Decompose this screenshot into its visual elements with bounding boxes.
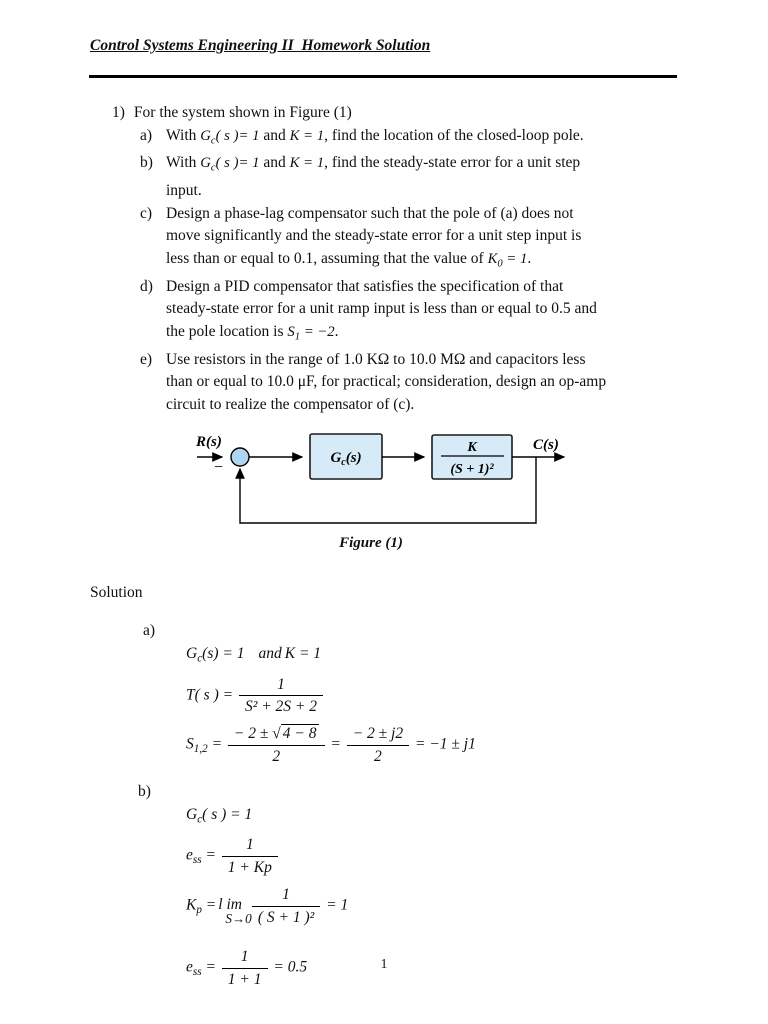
k0-subscript: 0 xyxy=(497,258,503,270)
r-of-s-label: R(s) xyxy=(196,434,222,451)
solution-a-label: a) xyxy=(143,622,156,640)
page-number: 1 xyxy=(380,956,388,971)
radicand: 4 − 8 xyxy=(282,725,317,743)
kp-subscript: p xyxy=(196,904,202,916)
item-a-text xyxy=(166,125,768,153)
gc-symbol: G xyxy=(186,805,198,823)
k-math: K = 1 xyxy=(289,127,325,144)
problem-item-a xyxy=(140,125,768,153)
gc-subscript: c xyxy=(197,813,203,826)
num-pre: − 2 ± xyxy=(233,725,273,743)
ess-fraction xyxy=(222,835,278,877)
item-b-label: b) xyxy=(140,154,153,172)
ess-fraction-den: 1 + Kp xyxy=(227,859,272,877)
solution-a-line1 xyxy=(186,644,768,669)
ess-fraction-num: 1 xyxy=(222,835,278,857)
equals: = xyxy=(211,735,223,753)
c-of-s-label: C(s) xyxy=(533,437,559,454)
solution-a-line2 xyxy=(186,673,768,719)
equals: = xyxy=(205,896,217,914)
item-c-line2: move significantly and the steady-state error for a unit step input is xyxy=(166,227,582,245)
item-d-line1: Design a PID compensator that satisfies the specification of that xyxy=(166,277,564,295)
double-rule xyxy=(89,75,677,78)
item-b-mid: and xyxy=(259,154,290,172)
summing-junction xyxy=(231,448,249,466)
t-fraction-den: S² + 2S + 2 xyxy=(244,698,318,716)
gc-subscript: c xyxy=(210,162,216,174)
k0-tail: = 1 xyxy=(502,250,528,267)
s1-subscript: 1 xyxy=(294,331,301,343)
document-title: Control Systems Engineering II Homework Solution xyxy=(90,37,431,54)
gc-tail: ( s ) = 1 xyxy=(202,805,253,823)
kp-fraction-num: 1 xyxy=(252,885,320,907)
problem-item-e xyxy=(140,349,768,417)
quadratic-den-1: 2 xyxy=(272,748,281,766)
minus-sign: − xyxy=(214,459,224,477)
lim-word: l im xyxy=(218,896,242,914)
item-d-label: d) xyxy=(140,277,153,295)
quadratic-fraction-1 xyxy=(228,724,325,766)
gc-subscript: c xyxy=(197,652,203,665)
ess-symbol: e xyxy=(186,958,193,976)
gc-math xyxy=(200,128,259,144)
t-of-s-lhs: T( s ) = xyxy=(186,686,234,703)
equals: = xyxy=(330,735,341,753)
t-fraction xyxy=(239,675,323,717)
block-diagram xyxy=(0,420,768,532)
quadratic-den-2: 2 xyxy=(374,748,382,766)
ess-subscript: ss xyxy=(192,854,202,867)
gc-tail: ( s )= 1 xyxy=(215,155,260,172)
k0-math xyxy=(487,250,528,270)
item-a-mid: and xyxy=(259,126,290,144)
solution-b-line1 xyxy=(186,805,768,830)
problem-item-d xyxy=(140,276,768,349)
solution-a-line3 xyxy=(186,722,768,768)
ess-result: = 0.5 xyxy=(273,958,308,976)
square-root: √ 4 − 8 xyxy=(272,725,317,743)
item-e-line2: than or equal to 10.0 μF, for practical; consideration, design an op-amp xyxy=(166,373,607,391)
item-d-post: . xyxy=(334,322,339,340)
gc-tail: (s) = 1 xyxy=(202,645,245,663)
item-a-label: a) xyxy=(140,126,153,144)
item-d-line3-pre: the pole location is xyxy=(166,322,288,340)
figure-caption: Figure (1) xyxy=(339,535,403,552)
problem-intro-text: For the system shown in Figure (1) xyxy=(133,104,352,121)
item-c-line1: Design a phase-lag compensator such that the pole of (a) does not xyxy=(166,204,574,222)
item-c-post: . xyxy=(527,249,532,267)
solution-b-line3 xyxy=(186,883,768,929)
item-c-label: c) xyxy=(140,204,153,222)
item-d-line3 xyxy=(166,321,768,349)
plant-numerator: K xyxy=(467,440,477,456)
item-e-line1: Use resistors in the range of 1.0 KΩ to 10.0 MΩ and capacitors less xyxy=(166,350,586,368)
plant-denominator: (S + 1)² xyxy=(450,462,494,478)
s1-math xyxy=(287,323,335,343)
s1-tail: = −2 xyxy=(300,323,335,340)
item-e-label: e) xyxy=(140,350,153,368)
item-d-line2: steady-state error for a unit ramp input is less than or equal to 0.5 and xyxy=(166,300,597,318)
gc-symbol: G xyxy=(200,127,211,144)
problem-item-b xyxy=(140,152,768,202)
problem-number: 1) xyxy=(112,104,125,121)
item-a-pre: With xyxy=(166,126,201,144)
quadratic-num-1 xyxy=(228,724,325,746)
ess-final-den: 1 + 1 xyxy=(227,970,262,988)
kp-symbol: K xyxy=(186,896,197,914)
k-math: K = 1 xyxy=(289,155,325,172)
item-c-line3-pre: less than or equal to 0.1, assuming that the value of xyxy=(166,249,488,267)
k-equals: K = 1 xyxy=(284,645,322,663)
solution-b-line2 xyxy=(186,833,768,879)
gc-math xyxy=(200,155,260,174)
item-e-text xyxy=(166,349,768,417)
problem-section xyxy=(0,102,768,416)
gc-symbol: G xyxy=(186,645,198,663)
and-word: and xyxy=(258,645,282,663)
limit-operator xyxy=(218,895,252,926)
item-c-line3 xyxy=(166,248,768,276)
k0-symbol: K xyxy=(487,250,498,267)
item-d-text xyxy=(166,276,768,349)
s12-symbol: S xyxy=(186,735,194,753)
gc-block-label: $G_c(s)$ xyxy=(330,450,362,469)
lim-condition: S→0 xyxy=(225,910,252,926)
item-b-text xyxy=(166,152,768,202)
t-fraction-num: 1 xyxy=(239,675,323,697)
item-a-post: , find the location of the closed-loop pole. xyxy=(324,126,584,144)
item-e-line3: circuit to realize the compensator of (c). xyxy=(166,395,415,413)
solution-b-label: b) xyxy=(138,782,151,800)
gc-symbol: G xyxy=(200,155,211,172)
quadratic-fraction-2 xyxy=(347,724,409,766)
poles-result: = −1 ± j1 xyxy=(415,735,476,753)
item-b-post: , find the steady-state error for a unit step xyxy=(324,154,581,172)
kp-result: = 1 xyxy=(326,896,349,914)
item-b-line2: input. xyxy=(166,182,202,200)
item-b-pre: With xyxy=(166,154,201,172)
kp-fraction-den: ( S + 1 )² xyxy=(257,908,315,926)
item-b-line1 xyxy=(166,152,768,180)
kp-fraction xyxy=(252,885,320,927)
s12-subscript: 1,2 xyxy=(193,743,208,756)
gc-tail: ( s )= 1 xyxy=(215,127,260,144)
item-c-text xyxy=(166,203,768,276)
ess-final-num: 1 xyxy=(222,947,268,969)
equals: = xyxy=(205,958,216,976)
quadratic-num-2: − 2 ± j2 xyxy=(347,724,409,746)
problem-item-c xyxy=(140,203,768,276)
problem-intro-line xyxy=(112,102,768,125)
gc-subscript: c xyxy=(210,134,216,146)
ess-subscript: ss xyxy=(192,965,202,978)
ess-symbol: e xyxy=(186,846,193,864)
solution-heading: Solution xyxy=(90,584,143,602)
equals: = xyxy=(205,846,216,864)
s1-symbol: S xyxy=(287,323,295,340)
